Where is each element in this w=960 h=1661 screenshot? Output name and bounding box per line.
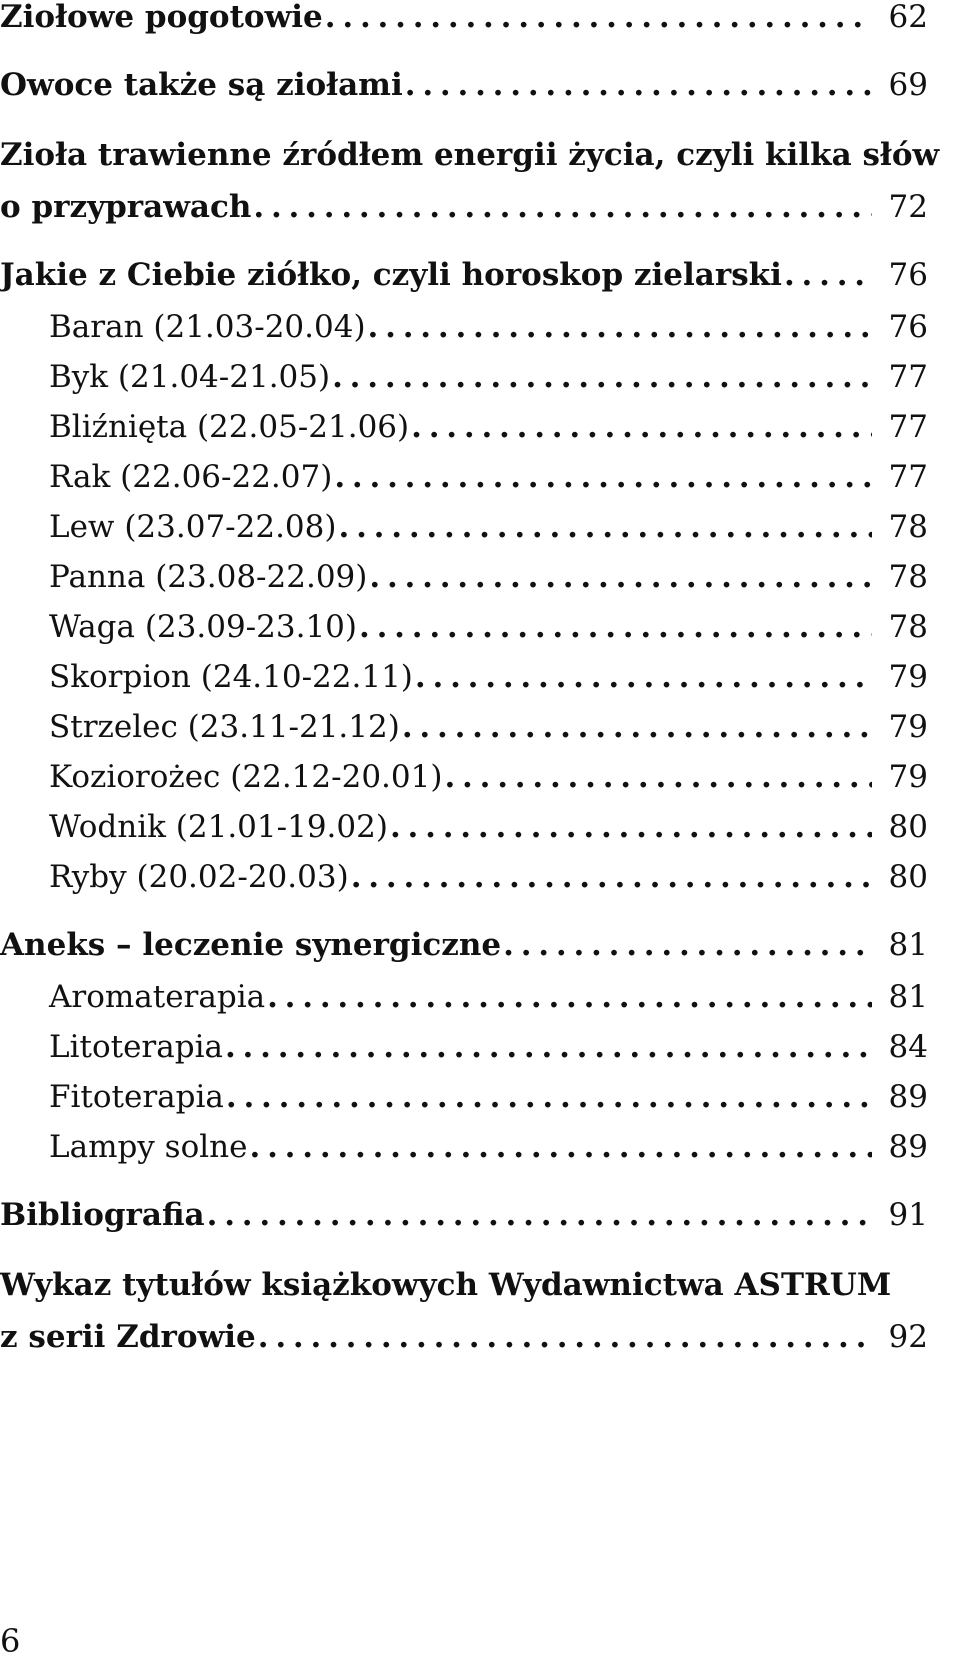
toc-entry[interactable] bbox=[0, 510, 928, 544]
toc-entry[interactable] bbox=[0, 928, 928, 962]
toc-entry-title: Ryby (20.02-20.03) bbox=[49, 859, 349, 895]
toc-entry-page: 72 bbox=[888, 189, 928, 225]
toc-entry-page: 89 bbox=[888, 1079, 928, 1115]
toc-entry[interactable] bbox=[0, 137, 940, 225]
toc-entry[interactable] bbox=[0, 258, 928, 292]
toc-entry[interactable] bbox=[0, 68, 928, 102]
leader-dots bbox=[415, 660, 872, 694]
toc-entry-page: 78 bbox=[888, 509, 928, 545]
toc-entry-title: Lampy solne bbox=[49, 1129, 248, 1165]
toc-entry-title-line1: Zioła trawienne źródłem energii życia, czyli kilka słów bbox=[0, 137, 940, 173]
leader-dots bbox=[351, 860, 872, 894]
toc-entry[interactable] bbox=[0, 1198, 928, 1232]
toc-entry-title: Rak (22.06-22.07) bbox=[49, 459, 333, 495]
leader-dots bbox=[338, 510, 872, 544]
leader-dots bbox=[267, 980, 872, 1014]
toc-entry-title: Aneks – leczenie synergiczne bbox=[0, 927, 502, 963]
toc-entry-title: Koziorożec (22.12-20.01) bbox=[49, 759, 443, 795]
toc-entry[interactable] bbox=[0, 560, 928, 594]
toc-entry-page: 69 bbox=[888, 67, 928, 103]
toc-entry[interactable] bbox=[0, 1030, 928, 1064]
leader-dots bbox=[368, 310, 872, 344]
toc-entry-title: Jakie z Ciebie ziółko, czyli horoskop zielarski bbox=[0, 257, 782, 293]
toc-entry[interactable] bbox=[0, 310, 928, 344]
leader-dots bbox=[334, 460, 872, 494]
leader-dots bbox=[444, 760, 872, 794]
toc-entry-title: z serii Zdrowie bbox=[0, 1319, 256, 1355]
toc-entry-page: 62 bbox=[888, 0, 928, 35]
toc-entry-title: Strzelec (23.11-21.12) bbox=[49, 709, 400, 745]
toc-entry-title: Baran (21.03-20.04) bbox=[49, 309, 366, 345]
leader-dots bbox=[784, 258, 872, 292]
toc-entry-title: o przyprawach bbox=[0, 189, 252, 225]
toc-entry-page: 81 bbox=[888, 927, 928, 963]
toc-entry-page: 79 bbox=[888, 759, 928, 795]
toc-entry-page: 79 bbox=[888, 659, 928, 695]
toc-entry[interactable] bbox=[0, 1268, 928, 1354]
leader-dots bbox=[258, 1320, 872, 1354]
leader-dots bbox=[402, 710, 872, 744]
toc-entry[interactable] bbox=[0, 610, 928, 644]
leader-dots bbox=[325, 0, 872, 34]
leader-dots bbox=[503, 928, 872, 962]
toc-entry-page: 77 bbox=[888, 359, 928, 395]
toc-entry-page: 78 bbox=[888, 609, 928, 645]
toc-entry[interactable] bbox=[0, 1130, 928, 1164]
toc-entry-page: 89 bbox=[888, 1129, 928, 1165]
toc-entry[interactable] bbox=[0, 760, 928, 794]
toc-entry-page: 80 bbox=[888, 859, 928, 895]
leader-dots bbox=[226, 1080, 872, 1114]
toc-entry-page: 78 bbox=[888, 559, 928, 595]
toc-entry-title: Lew (23.07-22.08) bbox=[49, 509, 337, 545]
leader-dots bbox=[405, 68, 872, 102]
toc-entry-title: Waga (23.09-23.10) bbox=[49, 609, 357, 645]
toc-entry-page: 81 bbox=[888, 979, 928, 1015]
toc-entry-title: Aromaterapia bbox=[49, 979, 266, 1015]
toc-entry-title: Bliźnięta (22.05-21.06) bbox=[49, 409, 410, 445]
toc-entry-page: 77 bbox=[888, 459, 928, 495]
toc-entry-title: Litoterapia bbox=[49, 1029, 223, 1065]
toc-entry-title: Ziołowe pogotowie bbox=[0, 0, 323, 35]
toc-entry-page: 77 bbox=[888, 409, 928, 445]
toc-entry-page: 76 bbox=[888, 257, 928, 293]
leader-dots bbox=[332, 360, 872, 394]
toc-entry-title: Panna (23.08-22.09) bbox=[49, 559, 368, 595]
toc-entry-title-line1: Wykaz tytułów książkowych Wydawnictwa ASTRUM bbox=[0, 1267, 892, 1303]
toc-entry[interactable] bbox=[0, 860, 928, 894]
toc-entry-page: 91 bbox=[888, 1197, 928, 1233]
toc-entry[interactable] bbox=[0, 410, 928, 444]
leader-dots bbox=[249, 1130, 872, 1164]
leader-dots bbox=[411, 410, 872, 444]
leader-dots bbox=[253, 190, 872, 224]
toc-entry-page: 76 bbox=[888, 309, 928, 345]
toc-entry[interactable] bbox=[0, 460, 928, 494]
leader-dots bbox=[390, 810, 872, 844]
page-number: 6 bbox=[0, 1622, 21, 1660]
toc-entry[interactable] bbox=[0, 980, 928, 1014]
toc-entry-title: Wodnik (21.01-19.02) bbox=[49, 809, 388, 845]
toc-entry[interactable] bbox=[0, 660, 928, 694]
toc-entry-title: Bibliografia bbox=[0, 1197, 205, 1233]
toc-entry-title: Skorpion (24.10-22.11) bbox=[49, 659, 413, 695]
leader-dots bbox=[359, 610, 872, 644]
toc-entry-page: 79 bbox=[888, 709, 928, 745]
toc-entry-page: 80 bbox=[888, 809, 928, 845]
toc-entry-page: 92 bbox=[888, 1319, 928, 1355]
toc-entry[interactable] bbox=[0, 810, 928, 844]
toc-entry[interactable] bbox=[0, 710, 928, 744]
leader-dots bbox=[369, 560, 872, 594]
toc-entry-page: 84 bbox=[888, 1029, 928, 1065]
toc-entry[interactable] bbox=[0, 360, 928, 394]
toc-entry[interactable] bbox=[0, 1080, 928, 1114]
toc-entry[interactable] bbox=[0, 0, 928, 34]
toc-entry-title: Byk (21.04-21.05) bbox=[49, 359, 331, 395]
toc-entry-title: Owoce także są ziołami bbox=[0, 67, 403, 103]
leader-dots bbox=[207, 1198, 872, 1232]
leader-dots bbox=[225, 1030, 872, 1064]
toc-entry-title: Fitoterapia bbox=[49, 1079, 224, 1115]
